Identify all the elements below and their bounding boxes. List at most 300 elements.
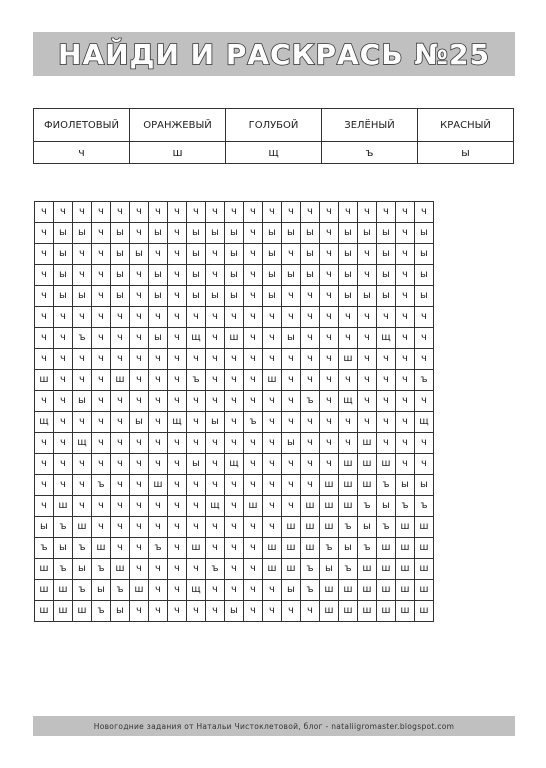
grid-cell[interactable]: ч [73,454,92,475]
grid-cell[interactable]: ч [206,580,225,601]
grid-cell[interactable]: ш [320,601,339,622]
grid-cell[interactable]: ч [225,559,244,580]
grid-cell[interactable]: ч [282,601,301,622]
grid-cell[interactable]: ч [358,244,377,265]
grid-cell[interactable]: ч [225,370,244,391]
grid-cell[interactable]: ш [339,580,358,601]
grid-cell[interactable]: ш [149,475,168,496]
grid-cell[interactable]: щ [415,412,434,433]
grid-cell[interactable]: ч [168,244,187,265]
grid-cell[interactable]: ы [225,286,244,307]
grid-cell[interactable]: ч [130,496,149,517]
grid-cell[interactable]: ч [54,202,73,223]
grid-cell[interactable]: ы [130,244,149,265]
grid-cell[interactable]: ч [244,202,263,223]
grid-cell[interactable]: ш [358,580,377,601]
grid-cell[interactable]: ч [415,433,434,454]
grid-cell[interactable]: ы [73,559,92,580]
grid-cell[interactable]: ч [301,307,320,328]
grid-cell[interactable]: ъ [301,580,320,601]
grid-cell[interactable]: ъ [320,538,339,559]
grid-cell[interactable]: ч [225,433,244,454]
grid-cell[interactable]: ч [301,454,320,475]
grid-cell[interactable]: ш [358,433,377,454]
grid-cell[interactable]: ч [244,391,263,412]
grid-cell[interactable]: ч [168,202,187,223]
grid-cell[interactable]: ч [92,286,111,307]
grid-cell[interactable]: ы [187,286,206,307]
grid-cell[interactable]: ч [282,391,301,412]
grid-cell[interactable]: щ [339,391,358,412]
grid-cell[interactable]: ч [35,328,54,349]
grid-cell[interactable]: ч [206,538,225,559]
grid-cell[interactable]: ч [35,454,54,475]
grid-cell[interactable]: ч [35,244,54,265]
grid-cell[interactable]: ы [149,265,168,286]
grid-cell[interactable]: ч [320,286,339,307]
grid-cell[interactable]: ч [320,412,339,433]
grid-cell[interactable]: ч [92,244,111,265]
grid-cell[interactable]: ъ [73,538,92,559]
grid-cell[interactable]: ш [358,601,377,622]
grid-cell[interactable]: ш [339,601,358,622]
grid-cell[interactable]: ч [54,349,73,370]
grid-cell[interactable]: ы [225,265,244,286]
grid-cell[interactable]: ы [415,223,434,244]
grid-cell[interactable]: ч [263,433,282,454]
grid-cell[interactable]: ч [396,265,415,286]
grid-cell[interactable]: ч [149,580,168,601]
grid-cell[interactable]: ы [187,244,206,265]
grid-cell[interactable]: ч [111,538,130,559]
grid-cell[interactable]: ш [73,517,92,538]
grid-cell[interactable]: ы [396,475,415,496]
grid-cell[interactable]: ч [130,601,149,622]
grid-cell[interactable]: ы [225,244,244,265]
grid-cell[interactable]: ч [111,454,130,475]
grid-cell[interactable]: ч [187,601,206,622]
grid-cell[interactable]: ч [92,328,111,349]
grid-cell[interactable]: ы [149,328,168,349]
grid-cell[interactable]: ч [301,349,320,370]
grid-cell[interactable]: ч [206,349,225,370]
grid-cell[interactable]: ч [320,370,339,391]
grid-cell[interactable]: ч [396,307,415,328]
grid-cell[interactable]: ш [339,475,358,496]
grid-cell[interactable]: ы [339,265,358,286]
grid-cell[interactable]: ч [149,244,168,265]
grid-cell[interactable]: ч [130,475,149,496]
grid-cell[interactable]: ч [92,265,111,286]
grid-cell[interactable]: ч [244,559,263,580]
grid-cell[interactable]: ч [130,391,149,412]
grid-cell[interactable]: ы [339,223,358,244]
grid-cell[interactable]: ш [415,538,434,559]
grid-cell[interactable]: ш [396,538,415,559]
grid-cell[interactable]: ы [358,286,377,307]
grid-cell[interactable]: ш [263,559,282,580]
grid-cell[interactable]: ы [263,244,282,265]
grid-cell[interactable]: ч [320,391,339,412]
grid-cell[interactable]: ъ [149,538,168,559]
grid-cell[interactable]: ъ [301,391,320,412]
grid-cell[interactable]: ш [244,496,263,517]
grid-cell[interactable]: ч [358,412,377,433]
grid-cell[interactable]: ъ [358,496,377,517]
grid-cell[interactable]: ч [35,223,54,244]
grid-cell[interactable]: ч [111,202,130,223]
grid-cell[interactable]: ы [54,265,73,286]
grid-cell[interactable]: ш [282,559,301,580]
grid-cell[interactable]: ч [320,433,339,454]
grid-cell[interactable]: ч [187,559,206,580]
grid-cell[interactable]: ч [206,265,225,286]
grid-cell[interactable]: ш [415,580,434,601]
grid-cell[interactable]: ч [396,412,415,433]
grid-cell[interactable]: ы [282,265,301,286]
grid-cell[interactable]: ч [415,454,434,475]
grid-cell[interactable]: ч [415,328,434,349]
grid-cell[interactable]: ш [54,601,73,622]
grid-cell[interactable]: ч [54,475,73,496]
grid-cell[interactable]: ч [206,433,225,454]
grid-cell[interactable]: щ [377,328,396,349]
grid-cell[interactable]: ш [396,559,415,580]
grid-cell[interactable]: ч [73,202,92,223]
grid-cell[interactable]: ч [301,601,320,622]
grid-cell[interactable]: ъ [187,370,206,391]
grid-cell[interactable]: ш [377,454,396,475]
grid-cell[interactable]: ч [54,391,73,412]
grid-cell[interactable]: ч [35,433,54,454]
grid-cell[interactable]: ч [111,328,130,349]
grid-cell[interactable]: ч [396,454,415,475]
grid-cell[interactable]: ш [415,517,434,538]
grid-cell[interactable]: ч [263,517,282,538]
grid-cell[interactable]: ч [244,265,263,286]
grid-cell[interactable]: ы [206,412,225,433]
grid-cell[interactable]: ч [35,286,54,307]
grid-cell[interactable]: ы [35,517,54,538]
grid-cell[interactable]: ы [73,391,92,412]
grid-cell[interactable]: ы [320,559,339,580]
grid-cell[interactable]: ч [301,286,320,307]
grid-cell[interactable]: ч [263,412,282,433]
grid-cell[interactable]: ч [263,601,282,622]
grid-cell[interactable]: щ [168,412,187,433]
grid-cell[interactable]: ч [35,349,54,370]
grid-cell[interactable]: ч [35,496,54,517]
grid-cell[interactable]: ч [282,286,301,307]
grid-cell[interactable]: ч [168,391,187,412]
grid-cell[interactable]: ч [415,349,434,370]
grid-cell[interactable]: ч [320,454,339,475]
grid-cell[interactable]: ч [377,412,396,433]
grid-cell[interactable]: ч [168,517,187,538]
grid-cell[interactable]: ъ [35,538,54,559]
grid-cell[interactable]: ш [301,496,320,517]
grid-cell[interactable]: ы [282,328,301,349]
grid-cell[interactable]: ч [54,370,73,391]
grid-cell[interactable]: ъ [377,517,396,538]
grid-cell[interactable]: ч [225,475,244,496]
grid-cell[interactable]: ч [377,433,396,454]
grid-cell[interactable]: ч [149,601,168,622]
grid-cell[interactable]: ш [415,559,434,580]
grid-cell[interactable]: ч [206,517,225,538]
grid-cell[interactable]: ч [130,328,149,349]
grid-cell[interactable]: ч [73,370,92,391]
grid-cell[interactable]: ч [301,433,320,454]
grid-cell[interactable]: ч [244,349,263,370]
grid-cell[interactable]: ш [92,538,111,559]
grid-cell[interactable]: ч [282,202,301,223]
grid-cell[interactable]: ы [54,244,73,265]
grid-cell[interactable]: ч [73,244,92,265]
grid-cell[interactable]: ч [377,391,396,412]
grid-cell[interactable]: ч [244,517,263,538]
grid-cell[interactable]: ч [282,412,301,433]
grid-cell[interactable]: ч [168,307,187,328]
grid-cell[interactable]: ч [168,454,187,475]
grid-cell[interactable]: ш [377,538,396,559]
grid-cell[interactable]: ы [263,265,282,286]
grid-cell[interactable]: ъ [358,538,377,559]
grid-cell[interactable]: ъ [339,517,358,538]
grid-cell[interactable]: ч [358,370,377,391]
grid-cell[interactable]: ч [244,580,263,601]
grid-cell[interactable]: ч [282,244,301,265]
grid-cell[interactable]: ы [377,286,396,307]
grid-cell[interactable]: ч [377,370,396,391]
grid-cell[interactable]: ъ [54,559,73,580]
grid-cell[interactable]: ы [358,517,377,538]
grid-cell[interactable]: ч [111,496,130,517]
grid-cell[interactable]: ч [130,307,149,328]
grid-cell[interactable]: ш [320,496,339,517]
grid-cell[interactable]: ъ [301,559,320,580]
grid-cell[interactable]: ч [130,433,149,454]
grid-cell[interactable]: ъ [73,580,92,601]
grid-cell[interactable]: ы [282,223,301,244]
grid-cell[interactable]: ч [225,391,244,412]
grid-cell[interactable]: ч [73,412,92,433]
grid-cell[interactable]: ч [396,391,415,412]
grid-cell[interactable]: ч [415,202,434,223]
grid-cell[interactable]: ч [206,328,225,349]
grid-cell[interactable]: ч [244,433,263,454]
grid-cell[interactable]: ъ [396,496,415,517]
grid-cell[interactable]: ч [130,349,149,370]
grid-cell[interactable]: ч [35,202,54,223]
grid-cell[interactable]: ч [187,307,206,328]
grid-cell[interactable]: ч [339,328,358,349]
grid-cell[interactable]: ы [282,433,301,454]
grid-cell[interactable]: ы [225,223,244,244]
grid-cell[interactable]: ч [92,307,111,328]
grid-cell[interactable]: ы [73,223,92,244]
grid-cell[interactable]: ч [149,307,168,328]
grid-cell[interactable]: ч [130,454,149,475]
grid-cell[interactable]: ч [225,580,244,601]
grid-cell[interactable]: ч [92,202,111,223]
grid-cell[interactable]: ч [35,475,54,496]
grid-cell[interactable]: ч [206,370,225,391]
grid-cell[interactable]: ч [358,349,377,370]
grid-cell[interactable]: ч [206,391,225,412]
grid-cell[interactable]: ч [168,496,187,517]
grid-cell[interactable]: ы [301,244,320,265]
grid-cell[interactable]: ш [377,601,396,622]
grid-cell[interactable]: ч [377,349,396,370]
grid-cell[interactable]: ч [263,580,282,601]
grid-cell[interactable]: ч [282,307,301,328]
grid-cell[interactable]: ы [149,223,168,244]
grid-cell[interactable]: ч [92,433,111,454]
grid-cell[interactable]: ч [168,538,187,559]
grid-cell[interactable]: ы [377,244,396,265]
grid-cell[interactable]: ъ [111,580,130,601]
grid-cell[interactable]: ы [206,286,225,307]
grid-cell[interactable]: ы [263,286,282,307]
grid-cell[interactable]: ш [377,559,396,580]
grid-cell[interactable]: ъ [54,517,73,538]
grid-cell[interactable]: ы [282,580,301,601]
grid-cell[interactable]: ч [187,202,206,223]
grid-cell[interactable]: ч [187,412,206,433]
grid-cell[interactable]: ч [35,391,54,412]
grid-cell[interactable]: ч [54,307,73,328]
grid-cell[interactable]: ч [168,328,187,349]
grid-cell[interactable]: ы [358,223,377,244]
grid-cell[interactable]: ы [339,244,358,265]
grid-cell[interactable]: ы [339,538,358,559]
grid-cell[interactable]: ч [168,475,187,496]
grid-cell[interactable]: ч [396,223,415,244]
grid-cell[interactable]: ч [225,538,244,559]
grid-cell[interactable]: ч [263,496,282,517]
grid-cell[interactable]: ы [301,265,320,286]
grid-cell[interactable]: ч [92,223,111,244]
grid-cell[interactable]: ч [358,265,377,286]
grid-cell[interactable]: ш [282,538,301,559]
grid-cell[interactable]: ъ [415,370,434,391]
grid-cell[interactable]: ш [54,496,73,517]
grid-cell[interactable]: ч [320,202,339,223]
grid-cell[interactable]: ч [130,265,149,286]
grid-cell[interactable]: ч [187,496,206,517]
grid-cell[interactable]: ч [244,286,263,307]
grid-cell[interactable]: ъ [339,559,358,580]
grid-cell[interactable]: ч [92,454,111,475]
grid-cell[interactable]: ч [92,517,111,538]
grid-cell[interactable]: ч [244,244,263,265]
grid-cell[interactable]: ч [263,307,282,328]
grid-cell[interactable]: ч [225,496,244,517]
grid-cell[interactable]: ч [339,307,358,328]
grid-cell[interactable]: ч [396,328,415,349]
grid-cell[interactable]: ш [339,454,358,475]
grid-cell[interactable]: ъ [206,559,225,580]
grid-cell[interactable]: ч [111,475,130,496]
grid-cell[interactable]: ш [358,454,377,475]
grid-cell[interactable]: ч [282,454,301,475]
grid-cell[interactable]: ч [339,202,358,223]
grid-cell[interactable]: ч [149,496,168,517]
grid-cell[interactable]: ч [35,307,54,328]
grid-cell[interactable]: ш [396,517,415,538]
grid-cell[interactable]: ч [225,412,244,433]
grid-cell[interactable]: ш [339,349,358,370]
grid-cell[interactable]: ы [415,475,434,496]
grid-cell[interactable]: ч [111,307,130,328]
grid-cell[interactable]: ч [73,496,92,517]
grid-cell[interactable]: щ [225,454,244,475]
grid-cell[interactable]: ч [301,202,320,223]
grid-cell[interactable]: ы [187,223,206,244]
grid-cell[interactable]: щ [187,328,206,349]
grid-cell[interactable]: ы [377,265,396,286]
grid-cell[interactable]: ч [149,454,168,475]
grid-cell[interactable]: ы [54,286,73,307]
grid-cell[interactable]: ч [168,223,187,244]
grid-cell[interactable]: ш [377,580,396,601]
grid-cell[interactable]: ш [415,601,434,622]
grid-cell[interactable]: ч [301,475,320,496]
grid-cell[interactable]: ч [111,412,130,433]
grid-cell[interactable]: ч [130,370,149,391]
grid-cell[interactable]: ч [244,475,263,496]
grid-cell[interactable]: ш [263,538,282,559]
grid-cell[interactable]: ш [301,538,320,559]
grid-cell[interactable]: ч [92,349,111,370]
grid-cell[interactable]: ч [54,433,73,454]
grid-cell[interactable]: ч [358,391,377,412]
grid-cell[interactable]: ы [339,286,358,307]
grid-cell[interactable]: ч [282,475,301,496]
grid-cell[interactable]: ч [301,412,320,433]
grid-cell[interactable]: ы [111,286,130,307]
grid-cell[interactable]: ы [130,412,149,433]
grid-cell[interactable]: ч [320,307,339,328]
grid-cell[interactable]: ч [225,349,244,370]
grid-cell[interactable]: ч [130,559,149,580]
grid-cell[interactable]: ч [206,601,225,622]
grid-cell[interactable]: ч [339,370,358,391]
grid-cell[interactable]: ч [263,454,282,475]
grid-cell[interactable]: ч [244,328,263,349]
grid-cell[interactable]: ч [54,328,73,349]
grid-cell[interactable]: ч [301,328,320,349]
grid-cell[interactable]: ч [377,307,396,328]
grid-cell[interactable]: ш [111,559,130,580]
grid-cell[interactable]: щ [206,496,225,517]
grid-cell[interactable]: ч [187,517,206,538]
grid-cell[interactable]: ш [339,496,358,517]
grid-cell[interactable]: ч [130,286,149,307]
grid-cell[interactable]: ч [111,349,130,370]
grid-cell[interactable]: ч [130,223,149,244]
grid-cell[interactable]: ч [130,538,149,559]
grid-cell[interactable]: ч [206,202,225,223]
grid-cell[interactable]: ч [263,349,282,370]
grid-cell[interactable]: ч [130,202,149,223]
grid-cell[interactable]: ч [187,475,206,496]
grid-cell[interactable]: ъ [92,475,111,496]
grid-cell[interactable]: ч [149,202,168,223]
grid-cell[interactable]: ч [244,454,263,475]
grid-cell[interactable]: ч [73,307,92,328]
